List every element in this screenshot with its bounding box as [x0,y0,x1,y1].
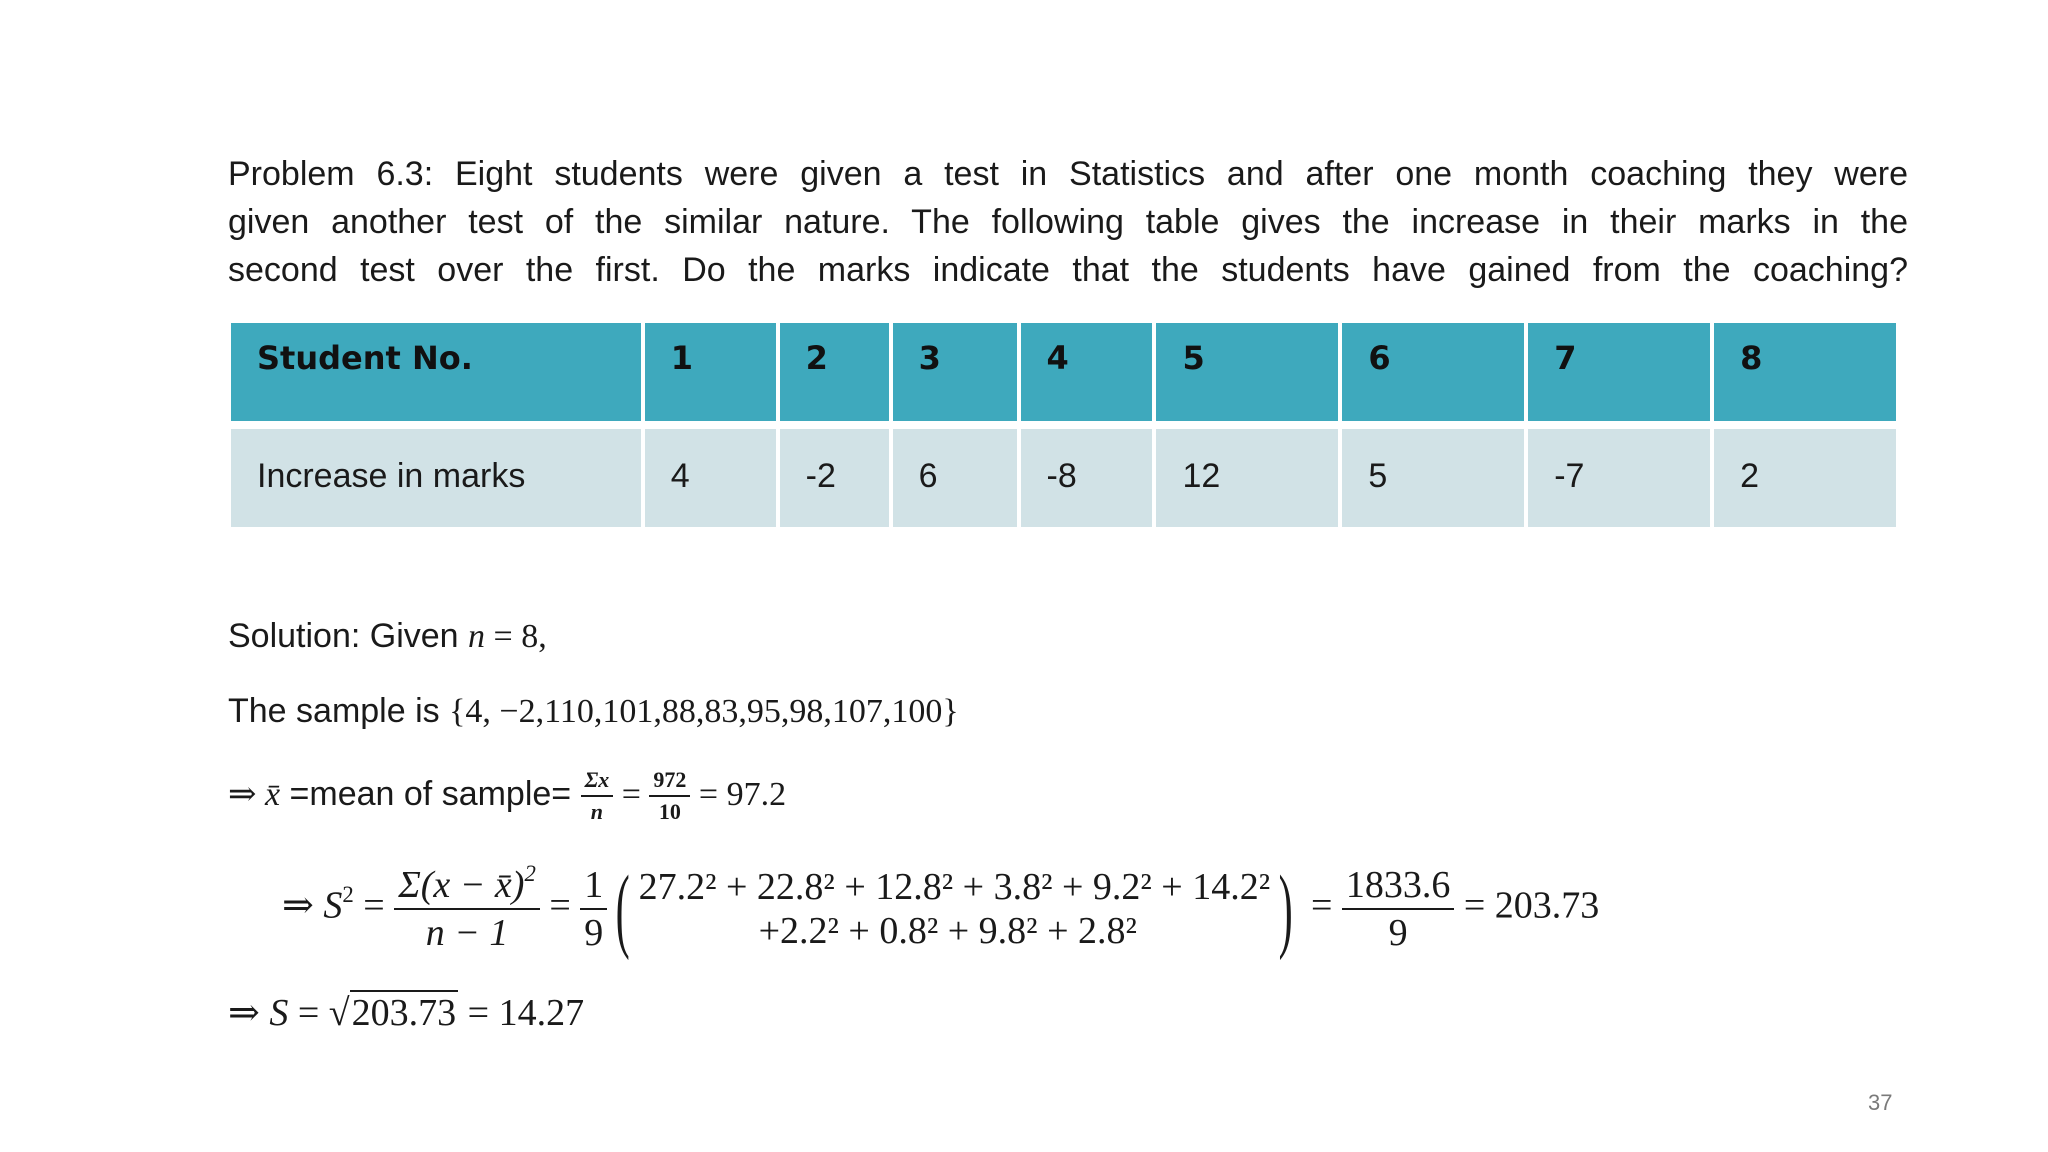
table-cell: -2 [780,429,889,527]
table-cell: 6 [893,429,1017,527]
std-dev-line [228,990,584,1035]
mean-fraction-sum-denominator: n [590,799,604,824]
marks-table [227,315,1900,535]
header-cell-2: 2 [780,323,889,421]
mean-text: =mean of sample= [280,774,572,813]
table-row [231,429,1896,527]
std-dev-equals-sqrt: = √ [288,992,350,1034]
variance-equals: = [353,884,395,927]
implies-arrow: ⇒ [282,884,324,927]
table-cell: 2 [1714,429,1896,527]
sample-prefix: The sample is [228,692,450,730]
header-cell-student-no: Student No. [231,323,641,421]
variance-coefficient [580,862,607,956]
mean-fraction-values-numerator: 972 [649,765,690,797]
header-cell-4: 4 [1021,323,1153,421]
squared-deviations-line-2: +2.2² + 0.8² + 9.8² + 2.8² [758,910,1137,952]
std-dev-symbol: S [269,992,289,1034]
close-paren: ) [1278,857,1293,961]
sample-line [228,692,959,731]
table-header-row [231,323,1896,421]
header-cell-6: 6 [1342,323,1524,421]
given-prefix: Solution: Given [228,617,469,655]
header-cell-7: 7 [1528,323,1710,421]
given-value: = 8, [485,618,547,655]
squared-deviations-sum [639,865,1271,953]
page-number: 37 [1868,1090,1893,1115]
problem-line-1: Problem 6.3: Eight students were given a test in Statistics and after one month coaching they were [228,155,1908,193]
variance-exponent: 2 [342,881,354,907]
variance-symbol: S [323,884,343,927]
solution-given-line [228,617,547,656]
variance-total-numerator: 1833.6 [1342,862,1455,910]
problem-statement [228,150,1908,294]
variance-total-denominator: 9 [1388,912,1408,954]
header-cell-5: 5 [1156,323,1338,421]
table-cell: 12 [1156,429,1338,527]
variance-total-fraction [1342,862,1455,956]
header-cell-3: 3 [893,323,1017,421]
mean-fraction-sum [581,765,614,827]
mean-result: = 97.2 [690,775,787,813]
variance-formula-denominator: n − 1 [425,912,509,954]
table-cell: 5 [1342,429,1524,527]
variance-result: = 203.73 [1454,884,1600,927]
given-variable: n [468,618,486,655]
variance-coefficient-numerator: 1 [580,862,607,910]
problem-line-3: second test over the first. Do the marks indicate that the students have gained from the coaching? [228,251,1908,289]
variance-line [282,857,1600,961]
sample-set: {4, −2,110,101,88,83,95,98,107,100} [449,693,959,730]
variance-formula-numerator-text: Σ(x − x̄) [398,864,525,906]
problem-line-2: given another test of the similar nature. The following table gives the increase in their marks in the [228,203,1908,241]
mean-fraction-values [649,765,690,827]
mean-fraction-values-denominator: 10 [658,799,681,824]
header-cell-8: 8 [1714,323,1896,421]
mean-line [228,765,786,827]
mean-equals: = [613,775,650,813]
open-paren: ( [615,857,630,961]
variance-equals-2: = [539,884,581,927]
table-cell: 4 [645,429,776,527]
std-dev-radicand: 203.73 [351,992,457,1034]
mean-symbol: x̄ [265,775,281,813]
variance-coefficient-denominator: 9 [584,912,604,954]
mean-fraction-sum-numerator: Σx [581,765,614,797]
variance-formula-numerator [394,862,540,910]
table-cell: -7 [1528,429,1710,527]
table-cell: -8 [1021,429,1153,527]
implies-arrow: ⇒ [228,775,265,813]
header-cell-1: 1 [645,323,776,421]
squared-deviations-line-1: 27.2² + 22.8² + 12.8² + 3.8² + 9.2² + 14.2² [638,866,1271,908]
implies-arrow: ⇒ [228,992,270,1034]
row-label-increase: Increase in marks [231,429,641,527]
variance-equals-3: = [1301,884,1342,927]
variance-formula-numerator-exponent: 2 [524,861,536,887]
std-dev-result: = 14.27 [458,992,585,1034]
variance-formula-fraction [394,862,540,956]
